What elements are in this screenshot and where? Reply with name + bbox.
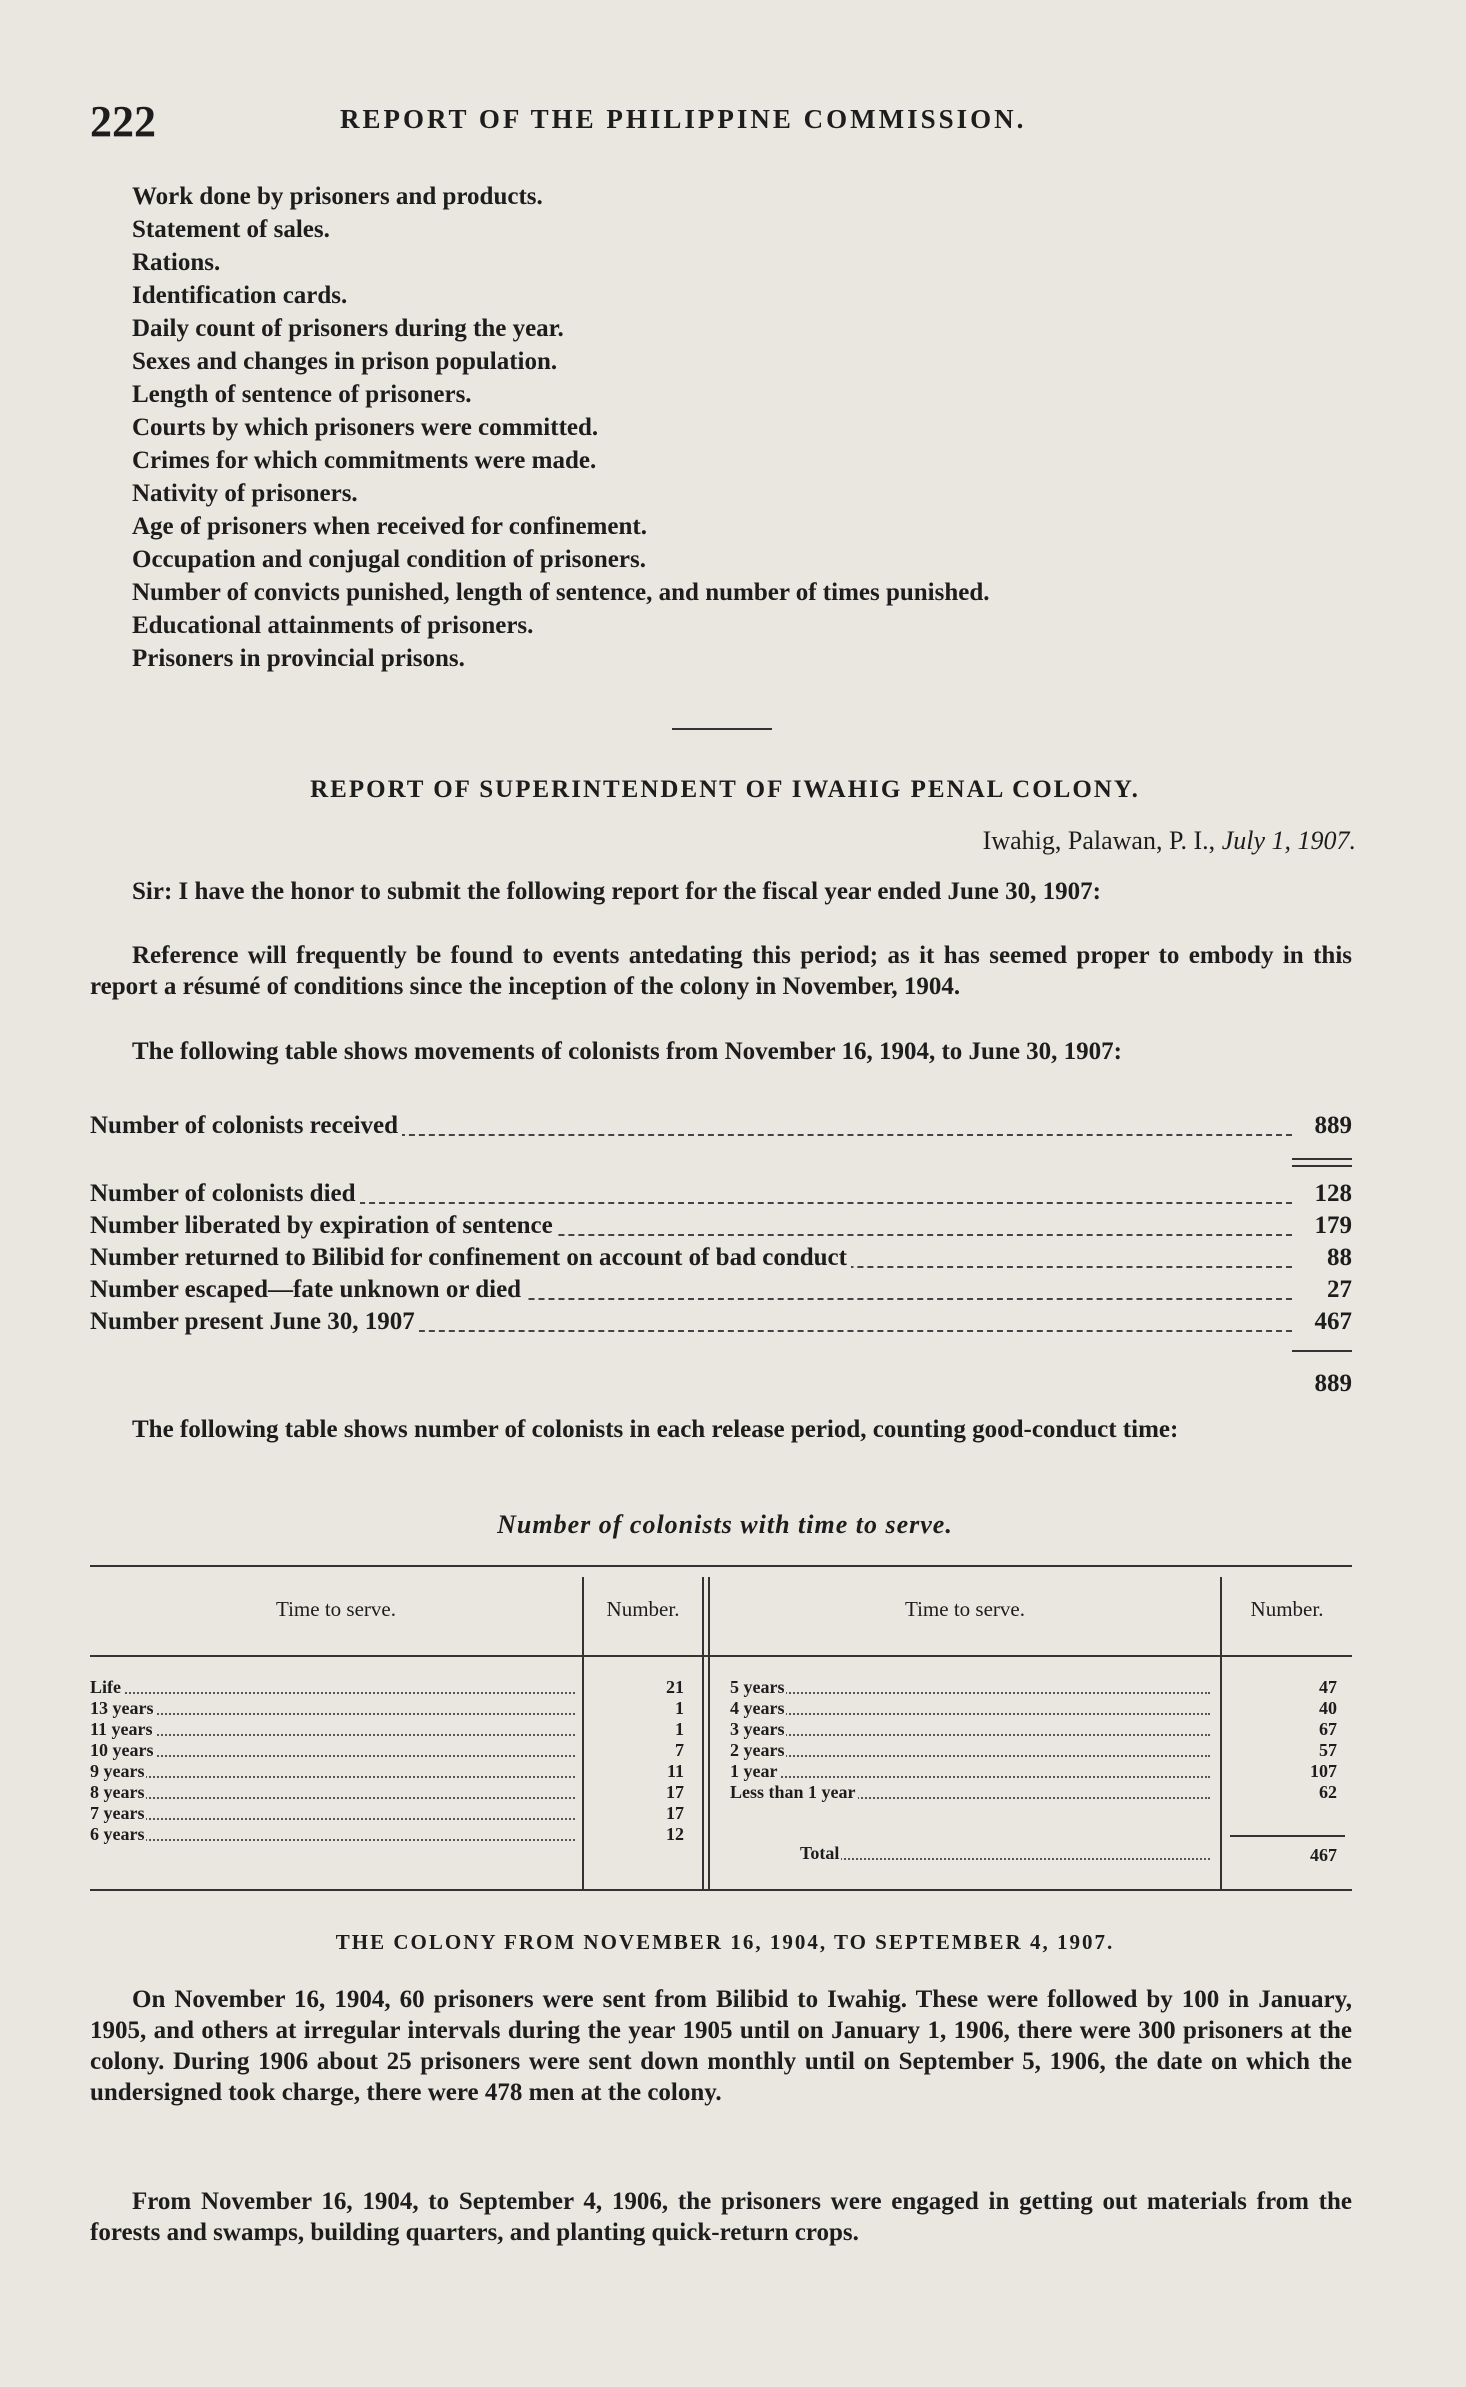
received-value: 889 xyxy=(1292,1112,1352,1140)
table-row-value: 67 xyxy=(1319,1719,1337,1739)
movement-row xyxy=(90,1308,1352,1340)
page-header xyxy=(90,96,1340,146)
table-row-label: 7 years xyxy=(90,1803,575,1824)
movement-value: 27 xyxy=(1292,1276,1352,1304)
table-total-value: 467 xyxy=(1310,1845,1337,1865)
colony-paragraph-2: From November 16, 1904, to September 4, 1906, the prisoners were engaged in getting out materials from the forests and swamps, building quarters, and planting quick-return crops. xyxy=(90,2188,1352,2246)
table-total-rule xyxy=(1230,1835,1345,1837)
table-row-label: 13 years xyxy=(90,1698,575,1719)
table-row-value: 11 xyxy=(666,1761,684,1781)
table-row-value: 107 xyxy=(1310,1761,1337,1781)
table-total-label: Total xyxy=(800,1843,1210,1864)
topic-item: Identification cards. xyxy=(132,282,348,309)
received-row xyxy=(90,1112,1352,1144)
table-row-label: 1 year xyxy=(730,1761,1210,1782)
double-rule-bottom xyxy=(1292,1165,1352,1167)
colony-section-heading: THE COLONY FROM NOVEMBER 16, 1904, TO SEPTEMBER 4, 1907. xyxy=(335,1930,1115,1954)
topic-item: Educational attainments of prisoners. xyxy=(132,612,534,639)
movements-total xyxy=(90,1370,1352,1402)
table-row-label: 5 years xyxy=(730,1677,1210,1698)
dateline xyxy=(983,826,1356,856)
double-rule-top xyxy=(1292,1158,1352,1160)
movements-received xyxy=(90,1112,1352,1144)
release-table-title: Number of colonists with time to serve. xyxy=(497,1510,953,1539)
table-row-value: 40 xyxy=(1319,1698,1337,1718)
topic-item: Work done by prisoners and products. xyxy=(132,183,543,210)
movement-row xyxy=(90,1180,1352,1212)
table-bottom-rule xyxy=(90,1889,1352,1891)
movement-value: 88 xyxy=(1292,1244,1352,1272)
table-col-divider xyxy=(702,1577,704,1889)
movement-value: 179 xyxy=(1292,1212,1352,1240)
dateline-date: July 1, 1907. xyxy=(1221,826,1356,855)
running-title: REPORT OF THE PHILIPPINE COMMISSION. xyxy=(340,104,1027,134)
table-header-rule xyxy=(90,1655,1352,1657)
topic-item: Daily count of prisoners during the year. xyxy=(132,315,564,342)
topic-item: Nativity of prisoners. xyxy=(132,480,358,507)
movement-label: Number escaped—fate unknown or died xyxy=(90,1276,525,1304)
section-divider xyxy=(672,728,772,730)
topic-item: Courts by which prisoners were committed. xyxy=(132,414,599,441)
table-col-divider xyxy=(708,1577,710,1889)
received-label: Number of colonists received xyxy=(90,1112,402,1140)
movement-row xyxy=(90,1244,1352,1276)
table-top-rule xyxy=(90,1565,1352,1567)
table-row-value: 7 xyxy=(675,1740,684,1760)
movement-label: Number returned to Bilibid for confinement on account of bad conduct xyxy=(90,1244,851,1272)
movement-row xyxy=(90,1212,1352,1244)
topic-item: Crimes for which commitments were made. xyxy=(132,447,597,474)
table-row-value: 1 xyxy=(675,1719,684,1739)
table-row-label: Life xyxy=(90,1677,575,1698)
table-row-value: 21 xyxy=(666,1677,684,1697)
movement-label: Number present June 30, 1907 xyxy=(90,1308,419,1336)
movements-breakdown xyxy=(90,1180,1352,1340)
salutation-paragraph: Sir: I have the honor to submit the following report for the fiscal year ended June 30, 1907: xyxy=(132,878,1101,905)
table-row-label: 8 years xyxy=(90,1782,575,1803)
total-rule xyxy=(1292,1350,1352,1352)
table-row-label: 11 years xyxy=(90,1719,575,1740)
table-row-value: 47 xyxy=(1319,1677,1337,1697)
table-row-value: 12 xyxy=(666,1824,684,1844)
page-number: 222 xyxy=(90,97,156,146)
table-row-value: 57 xyxy=(1319,1740,1337,1760)
report-title: REPORT OF SUPERINTENDENT OF IWAHIG PENAL COLONY. xyxy=(310,776,1140,803)
table-row-label: 3 years xyxy=(730,1719,1210,1740)
header-time-to-serve: Time to serve. xyxy=(905,1597,1025,1621)
release-intro-paragraph: The following table shows number of colonists in each release period, counting good-conduct time: xyxy=(132,1416,1179,1443)
topic-item: Occupation and conjugal condition of prisoners. xyxy=(132,546,646,573)
topic-item: Statement of sales. xyxy=(132,216,330,243)
table-row-value: 17 xyxy=(666,1803,684,1823)
table-row-value: 1 xyxy=(675,1698,684,1718)
table-row-value: 62 xyxy=(1319,1782,1337,1802)
header-number: Number. xyxy=(1250,1597,1324,1621)
movements-total-value: 889 xyxy=(1292,1370,1352,1398)
topic-item: Number of convicts punished, length of sentence, and number of times punished. xyxy=(132,579,990,606)
movement-value: 128 xyxy=(1292,1180,1352,1208)
colony-paragraph-1: On November 16, 1904, 60 prisoners were sent from Bilibid to Iwahig. These were followed by 100 in January, 1905, and others at irregular intervals during the year 1905 until on January 1, 1906, there were 300 prisoners at the colony. During 1906 about 25 prisoners were sent down monthly until on September 5, 1906, the date on which the undersigned took charge, there were 478 men at the colony. xyxy=(90,1986,1352,2106)
topic-item: Sexes and changes in prison population. xyxy=(132,348,558,375)
table-row-label: 6 years xyxy=(90,1824,575,1845)
topic-item: Length of sentence of prisoners. xyxy=(132,381,472,408)
table-row-label: 10 years xyxy=(90,1740,575,1761)
table-row-label: 4 years xyxy=(730,1698,1210,1719)
topic-item: Rations. xyxy=(132,249,221,276)
reference-paragraph: Reference will frequently be found to events antedating this period; as it has seemed proper to embody in this report a résumé of conditions since the inception of the colony in November, 1904. xyxy=(90,942,1352,1000)
release-table xyxy=(90,1565,1352,1897)
header-number: Number. xyxy=(606,1597,680,1621)
movement-value: 467 xyxy=(1292,1308,1352,1336)
total-row xyxy=(90,1370,1352,1402)
movement-label: Number liberated by expiration of sentence xyxy=(90,1212,557,1240)
header-time-to-serve: Time to serve. xyxy=(276,1597,396,1621)
table-row-label: 2 years xyxy=(730,1740,1210,1761)
topic-list xyxy=(90,180,1360,675)
movements-intro-paragraph: The following table shows movements of colonists from November 16, 1904, to June 30, 1907: xyxy=(132,1038,1123,1065)
table-row-label: 9 years xyxy=(90,1761,575,1782)
topic-item: Prisoners in provincial prisons. xyxy=(132,645,465,672)
dateline-place: Iwahig, Palawan, P. I., xyxy=(982,826,1222,855)
topic-item: Age of prisoners when received for confinement. xyxy=(132,513,647,540)
table-row-label: Less than 1 year xyxy=(730,1782,1210,1803)
table-row-value: 17 xyxy=(666,1782,684,1802)
movement-label: Number of colonists died xyxy=(90,1180,360,1208)
movement-row xyxy=(90,1276,1352,1308)
